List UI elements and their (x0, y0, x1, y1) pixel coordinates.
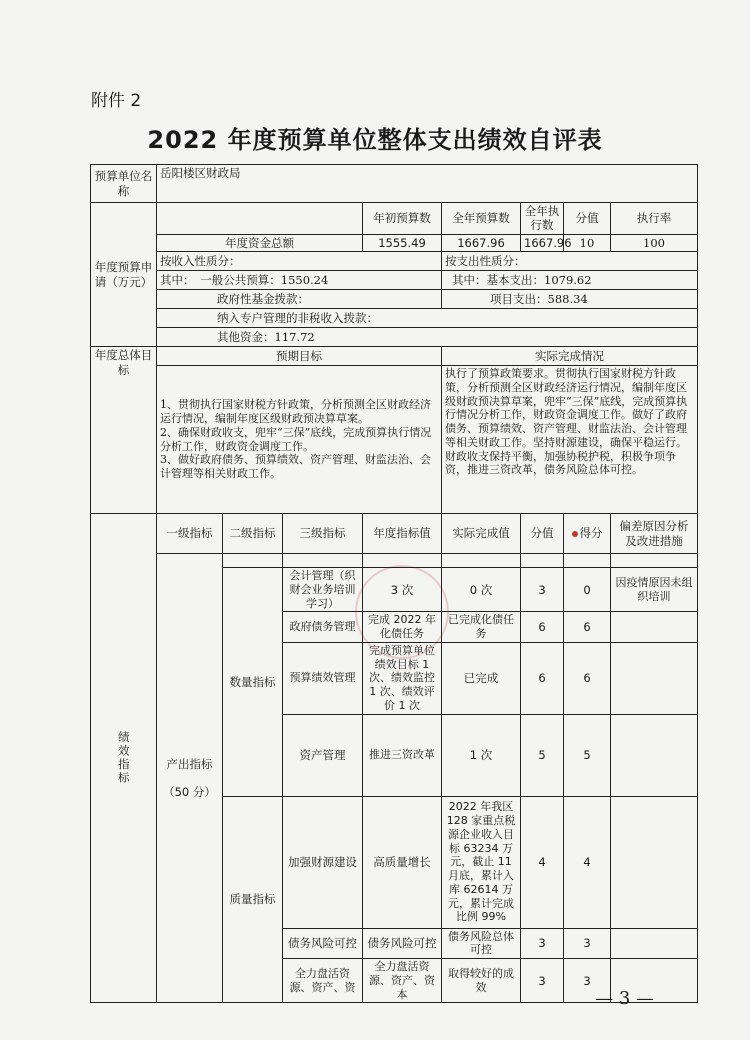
red-mark-icon (572, 531, 578, 537)
level3-blank (283, 554, 363, 568)
table-row-weight: 3 (521, 959, 564, 1003)
level2-quantity: 数量指标 (223, 568, 283, 797)
income-nontax: 纳入专户管理的非税收入拨款： (157, 309, 698, 328)
table-row-actual: 2022 年我区 128 家重点税源企业收入目标 63234 万元，截止 11 月底，累计入库 62614 万元，累计完成比例 99% (442, 796, 521, 928)
table-row-l3: 会计管理（织财会业务培训学习） (283, 568, 363, 612)
table-row-target: 3 次 (363, 568, 442, 612)
header-level3: 三级指标 (283, 514, 363, 554)
table-row-weight: 4 (521, 796, 564, 928)
weight-blank (521, 554, 564, 568)
table-row-deviation (611, 714, 698, 796)
score-blank (564, 554, 611, 568)
total-initial: 1555.49 (363, 234, 442, 251)
level2-blank (223, 554, 283, 568)
col-header-rate: 执行率 (611, 203, 698, 235)
level1-output: 产出指标 （50 分） (157, 554, 223, 1003)
expected-goal-1: 1、贯彻执行国家财税方针政策，分析预测全区财政经济运行情况，编制年度区级财政预决算草案。 (160, 398, 431, 426)
attachment-label: 附件 2 (91, 91, 142, 111)
income-other: 其他资金：117.72 (157, 328, 698, 347)
table-row-target: 推进三资改革 (363, 714, 442, 796)
table-row-actual: 取得较好的成效 (442, 959, 521, 1003)
table-row-score: 0 (564, 568, 611, 612)
table-row-deviation (611, 796, 698, 928)
page-title: 2022 年度预算单位整体支出绩效自评表 (147, 126, 603, 154)
unit-name-label: 预算单位名称 (91, 165, 157, 203)
header-target: 年度指标值 (363, 514, 442, 554)
level2-quality: 质量指标 (223, 796, 283, 1003)
table-row-l3: 资产管理 (283, 714, 363, 796)
table-row-target: 完成预算单位绩效目标 1 次、绩效监控 1 次、绩效评价 1 次 (363, 642, 442, 714)
income-nature-label: 按收入性质分： (157, 252, 442, 271)
table-row-weight: 3 (521, 928, 564, 959)
table-row-score: 3 (564, 959, 611, 1003)
total-rate: 100 (611, 234, 698, 251)
table-row-target: 全力盘活资源、资产、资本 (363, 959, 442, 1003)
total-executed: 1667.96 (521, 234, 564, 251)
header-weight: 分值 (521, 514, 564, 554)
table-row-deviation (611, 612, 698, 643)
col-header-annual: 全年预算数 (442, 203, 521, 235)
table-row-score: 6 (564, 642, 611, 714)
header-deviation: 偏差原因分析及改进措施 (611, 514, 698, 554)
table-row-l3: 加强财源建设 (283, 796, 363, 928)
table-row-score: 6 (564, 612, 611, 643)
actual-completion-header: 实际完成情况 (442, 347, 698, 366)
total-funds-label: 年度资金总额 (157, 234, 363, 251)
budget-header-blank (157, 203, 363, 235)
total-weight: 10 (564, 234, 611, 251)
target-blank (363, 554, 442, 568)
table-row-score: 5 (564, 714, 611, 796)
col-header-executed: 全年执行数 (521, 203, 564, 235)
table-row-actual: 1 次 (442, 714, 521, 796)
table-row-actual: 0 次 (442, 568, 521, 612)
table-row-target: 债务风险可控 (363, 928, 442, 959)
table-row-deviation (611, 642, 698, 714)
table-row-l3: 全力盘活资源、资产、资 (283, 959, 363, 1003)
table-row-actual: 债务风险总体可控 (442, 928, 521, 959)
table-row-target: 高质量增长 (363, 796, 442, 928)
header-actual: 实际完成值 (442, 514, 521, 554)
table-row-weight: 3 (521, 568, 564, 612)
col-header-weight: 分值 (564, 203, 611, 235)
table-row-l3: 预算绩效管理 (283, 642, 363, 714)
unit-name-value: 岳阳楼区财政局 (157, 165, 698, 203)
table-row-deviation (611, 928, 698, 959)
table-row-weight: 6 (521, 642, 564, 714)
deviation-blank (611, 554, 698, 568)
table-row-weight: 5 (521, 714, 564, 796)
actual-completion-text: 执行了预算政策要求。贯彻执行国家财税方针政策，分析预测全区财政经济运行情况，编制年度区级财政预决算草案，兜牢“三保”底线，完成预算执行情况分析工作，财政资金调度工作。做好了政府债务、预算绩效、资产管理、财监法治、会计管理等相关财政工作。坚持财源建设，确保平稳运行。财政收支保持平衡，加强协税护税，积极争项争资，推进三资改革，债务风险总体可控。 (442, 366, 698, 514)
header-level2: 二级指标 (223, 514, 283, 554)
header-score: 得分 (564, 514, 611, 554)
expense-project: 项目支出：588.34 (442, 290, 698, 309)
total-annual: 1667.96 (442, 234, 521, 251)
expected-goal-3: 3、做好政府债务、预算绩效、资产管理、财监法治、会计管理等相关财政工作。 (160, 453, 431, 481)
indicators-section-label: 绩效指标 (91, 514, 157, 1003)
table-row-actual: 已完成 (442, 642, 521, 714)
table-row-score: 3 (564, 928, 611, 959)
expected-goals-header: 预期目标 (157, 347, 442, 366)
income-general-budget: 其中： 一般公共预算：1550.24 (157, 271, 442, 290)
table-row-actual: 已完成化债任务 (442, 612, 521, 643)
page-number: — 3 — (595, 988, 654, 1009)
table-row-weight: 6 (521, 612, 564, 643)
expense-basic: 其中：基本支出：1079.62 (442, 271, 698, 290)
expected-goal-2: 2、确保财政收支，兜牢“三保”底线，完成预算执行情况分析工作，财政资金调度工作。 (160, 425, 432, 453)
table-row-target: 完成 2022 年化债任务 (363, 612, 442, 643)
header-level1: 一级指标 (157, 514, 223, 554)
actual-blank (442, 554, 521, 568)
expected-goals (157, 366, 442, 514)
table-row-l3: 债务风险可控 (283, 928, 363, 959)
table-row-l3: 政府债务管理 (283, 612, 363, 643)
table-row-score: 4 (564, 796, 611, 928)
table-row-deviation: 因疫情原因未组织培训 (611, 568, 698, 612)
expense-nature-label: 按支出性质分： (442, 252, 698, 271)
col-header-initial: 年初预算数 (363, 203, 442, 235)
income-gov-fund: 政府性基金拨款： (157, 290, 442, 309)
evaluation-table (90, 164, 698, 1003)
goals-section-label: 年度总体目标 (91, 347, 157, 514)
budget-section-label: 年度预算申请（万元） (91, 203, 157, 347)
